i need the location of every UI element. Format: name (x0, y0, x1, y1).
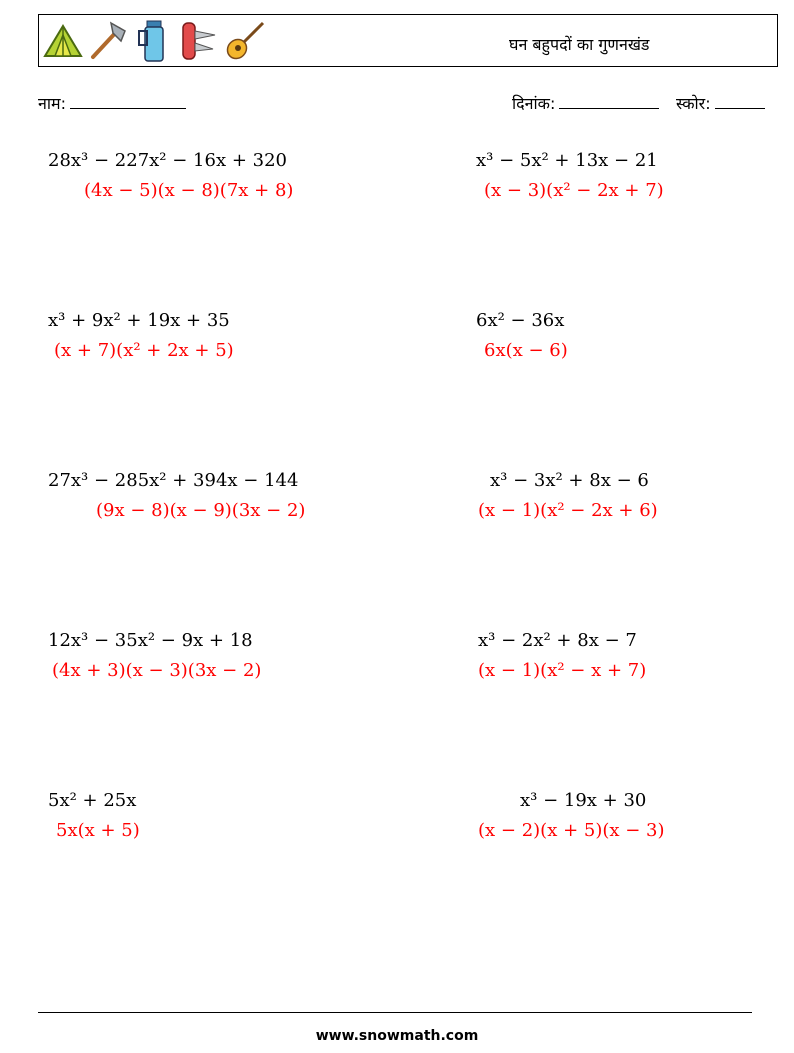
answer-7: (4x + 3)(x − 3)(3x − 2) (52, 660, 262, 681)
answer-10: (x − 2)(x + 5)(x − 3) (478, 820, 665, 841)
problem-9: 5x² + 25x (48, 790, 137, 811)
answer-5: (9x − 8)(x − 9)(3x − 2) (96, 500, 306, 521)
date-label: दिनांक: (512, 94, 556, 113)
problem-7: 12x³ − 35x² − 9x + 18 (48, 630, 253, 651)
guitar-icon (223, 19, 267, 63)
answer-2: (x − 3)(x² − 2x + 7) (484, 180, 664, 201)
problem-6: x³ − 3x² + 8x − 6 (490, 470, 649, 491)
footer-url: www.snowmath.com (315, 1028, 479, 1044)
score-blank (715, 94, 765, 109)
answer-3: (x + 7)(x² + 2x + 5) (54, 340, 234, 361)
answer-1: (4x − 5)(x − 8)(7x + 8) (84, 180, 294, 201)
date-blank (559, 94, 659, 109)
name-field (38, 92, 186, 114)
problem-5: 27x³ − 285x² + 394x − 144 (48, 470, 299, 491)
problem-3: x³ + 9x² + 19x + 35 (48, 310, 230, 331)
name-blank (70, 94, 186, 109)
score-field (676, 92, 765, 114)
answer-8: (x − 1)(x² − x + 7) (478, 660, 647, 681)
problem-4: 6x² − 36x (476, 310, 565, 331)
problem-8: x³ − 2x² + 8x − 7 (478, 630, 637, 651)
answer-9: 5x(x + 5) (56, 820, 140, 841)
date-field (512, 92, 659, 114)
score-label: स्कोर: (676, 94, 711, 113)
axe-icon (87, 21, 129, 61)
thermos-icon (137, 19, 169, 63)
problem-1: 28x³ − 227x² − 16x + 320 (48, 150, 287, 171)
problem-2: x³ − 5x² + 13x − 21 (476, 150, 658, 171)
problem-10: x³ − 19x + 30 (520, 790, 647, 811)
worksheet-title: घन बहुपदों का गुणनखंड (509, 35, 650, 54)
answer-4: 6x(x − 6) (484, 340, 568, 361)
tent-icon (43, 23, 83, 59)
worksheet-header (38, 14, 778, 67)
name-label: नाम: (38, 94, 66, 113)
answer-6: (x − 1)(x² − 2x + 6) (478, 500, 658, 521)
footer-divider (38, 1012, 752, 1013)
pocket-knife-icon (179, 19, 219, 63)
